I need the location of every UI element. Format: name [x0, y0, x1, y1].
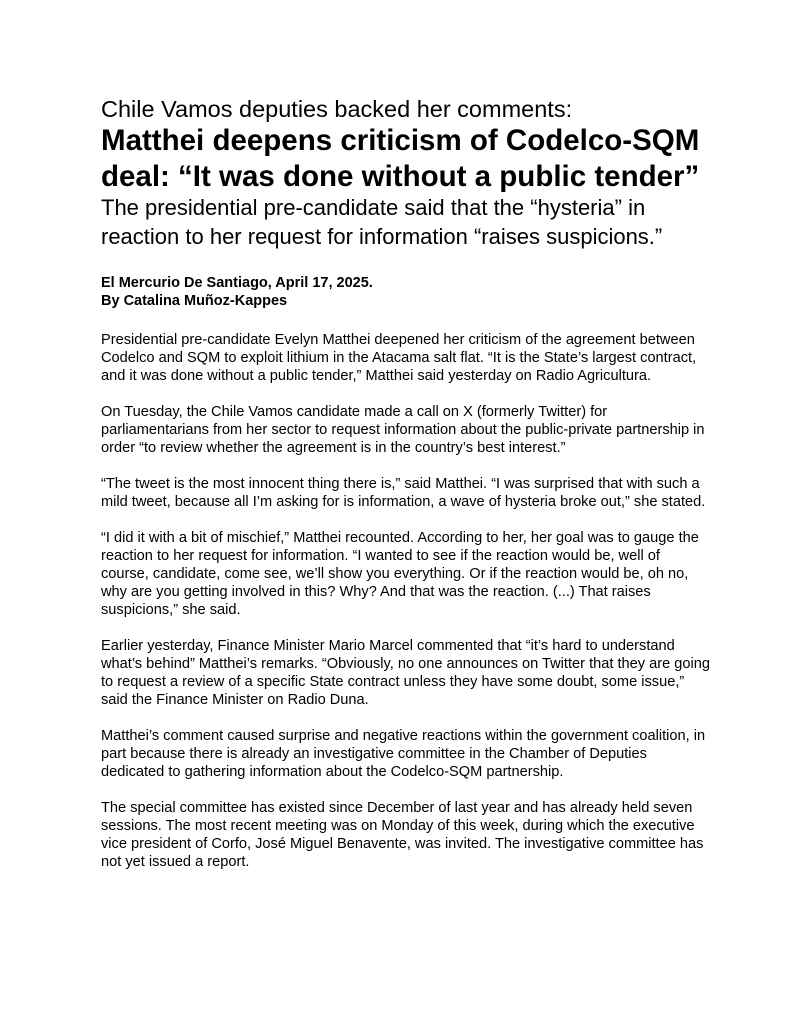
- article: [101, 95, 711, 889]
- article-body: [101, 331, 711, 871]
- body-paragraph: Matthei’s comment caused surprise and negative reactions within the government coalition, in part because there is already an investigative committee in the Chamber of Deputies dedicated to gathering information about the Codelco-SQM partnership.: [101, 728, 706, 780]
- source-line: El Mercurio De Santiago, April 17, 2025.: [101, 275, 373, 291]
- byline: [101, 274, 711, 310]
- body-paragraph: Earlier yesterday, Finance Minister Mario Marcel commented that “it’s hard to understand what’s behind” Matthei’s remarks. “Obviously, no one announces on Twitter that they are going to request a review of a specific State contract unless they have some doubt, some issue,” said the Finance Minister on Radio Duna.: [101, 638, 710, 708]
- body-paragraph: Presidential pre-candidate Evelyn Matthei deepened her criticism of the agreement between Codelco and SQM to exploit lithium in the Atacama salt flat. “It is the State’s largest contract, and it was done without a public tender,” Matthei said yesterday on Radio Agricultura.: [101, 332, 697, 384]
- body-paragraph: “The tweet is the most innocent thing there is,” said Matthei. “I was surprised that with such a mild tweet, because all I’m asking for is information, a wave of hysteria broke out,” she stated.: [101, 476, 706, 510]
- body-paragraph: On Tuesday, the Chile Vamos candidate made a call on X (formerly Twitter) for parliamentarians from her sector to request information about the public-private partnership in order “to review whether the agreement is in the country’s best interest.”: [101, 404, 705, 456]
- body-paragraph: The special committee has existed since December of last year and has already held seven sessions. The most recent meeting was on Monday of this week, during which the executive vice president of Corfo, José Miguel Benavente, was invited. The investigative committee has not yet issued a report.: [101, 800, 704, 870]
- body-paragraph: “I did it with a bit of mischief,” Matthei recounted. According to her, her goal was to gauge the reaction to her request for information. “I wanted to see if the reaction would be, well of course, candidate, come see, we’ll show you everything. Or if the reaction would be, oh no, why are you getting involved in this? Why? And that was the reaction. (...) That raises suspicions,” she said.: [101, 530, 699, 618]
- article-headline: Matthei deepens criticism of Codelco-SQM deal: “It was done without a public tender”: [101, 124, 700, 193]
- article-subhead: The presidential pre-candidate said that the “hysteria” in reaction to her request for information “raises suspicions.”: [101, 195, 663, 249]
- article-kicker: Chile Vamos deputies backed her comments:: [101, 96, 573, 122]
- author-line: By Catalina Muñoz-Kappes: [101, 293, 288, 309]
